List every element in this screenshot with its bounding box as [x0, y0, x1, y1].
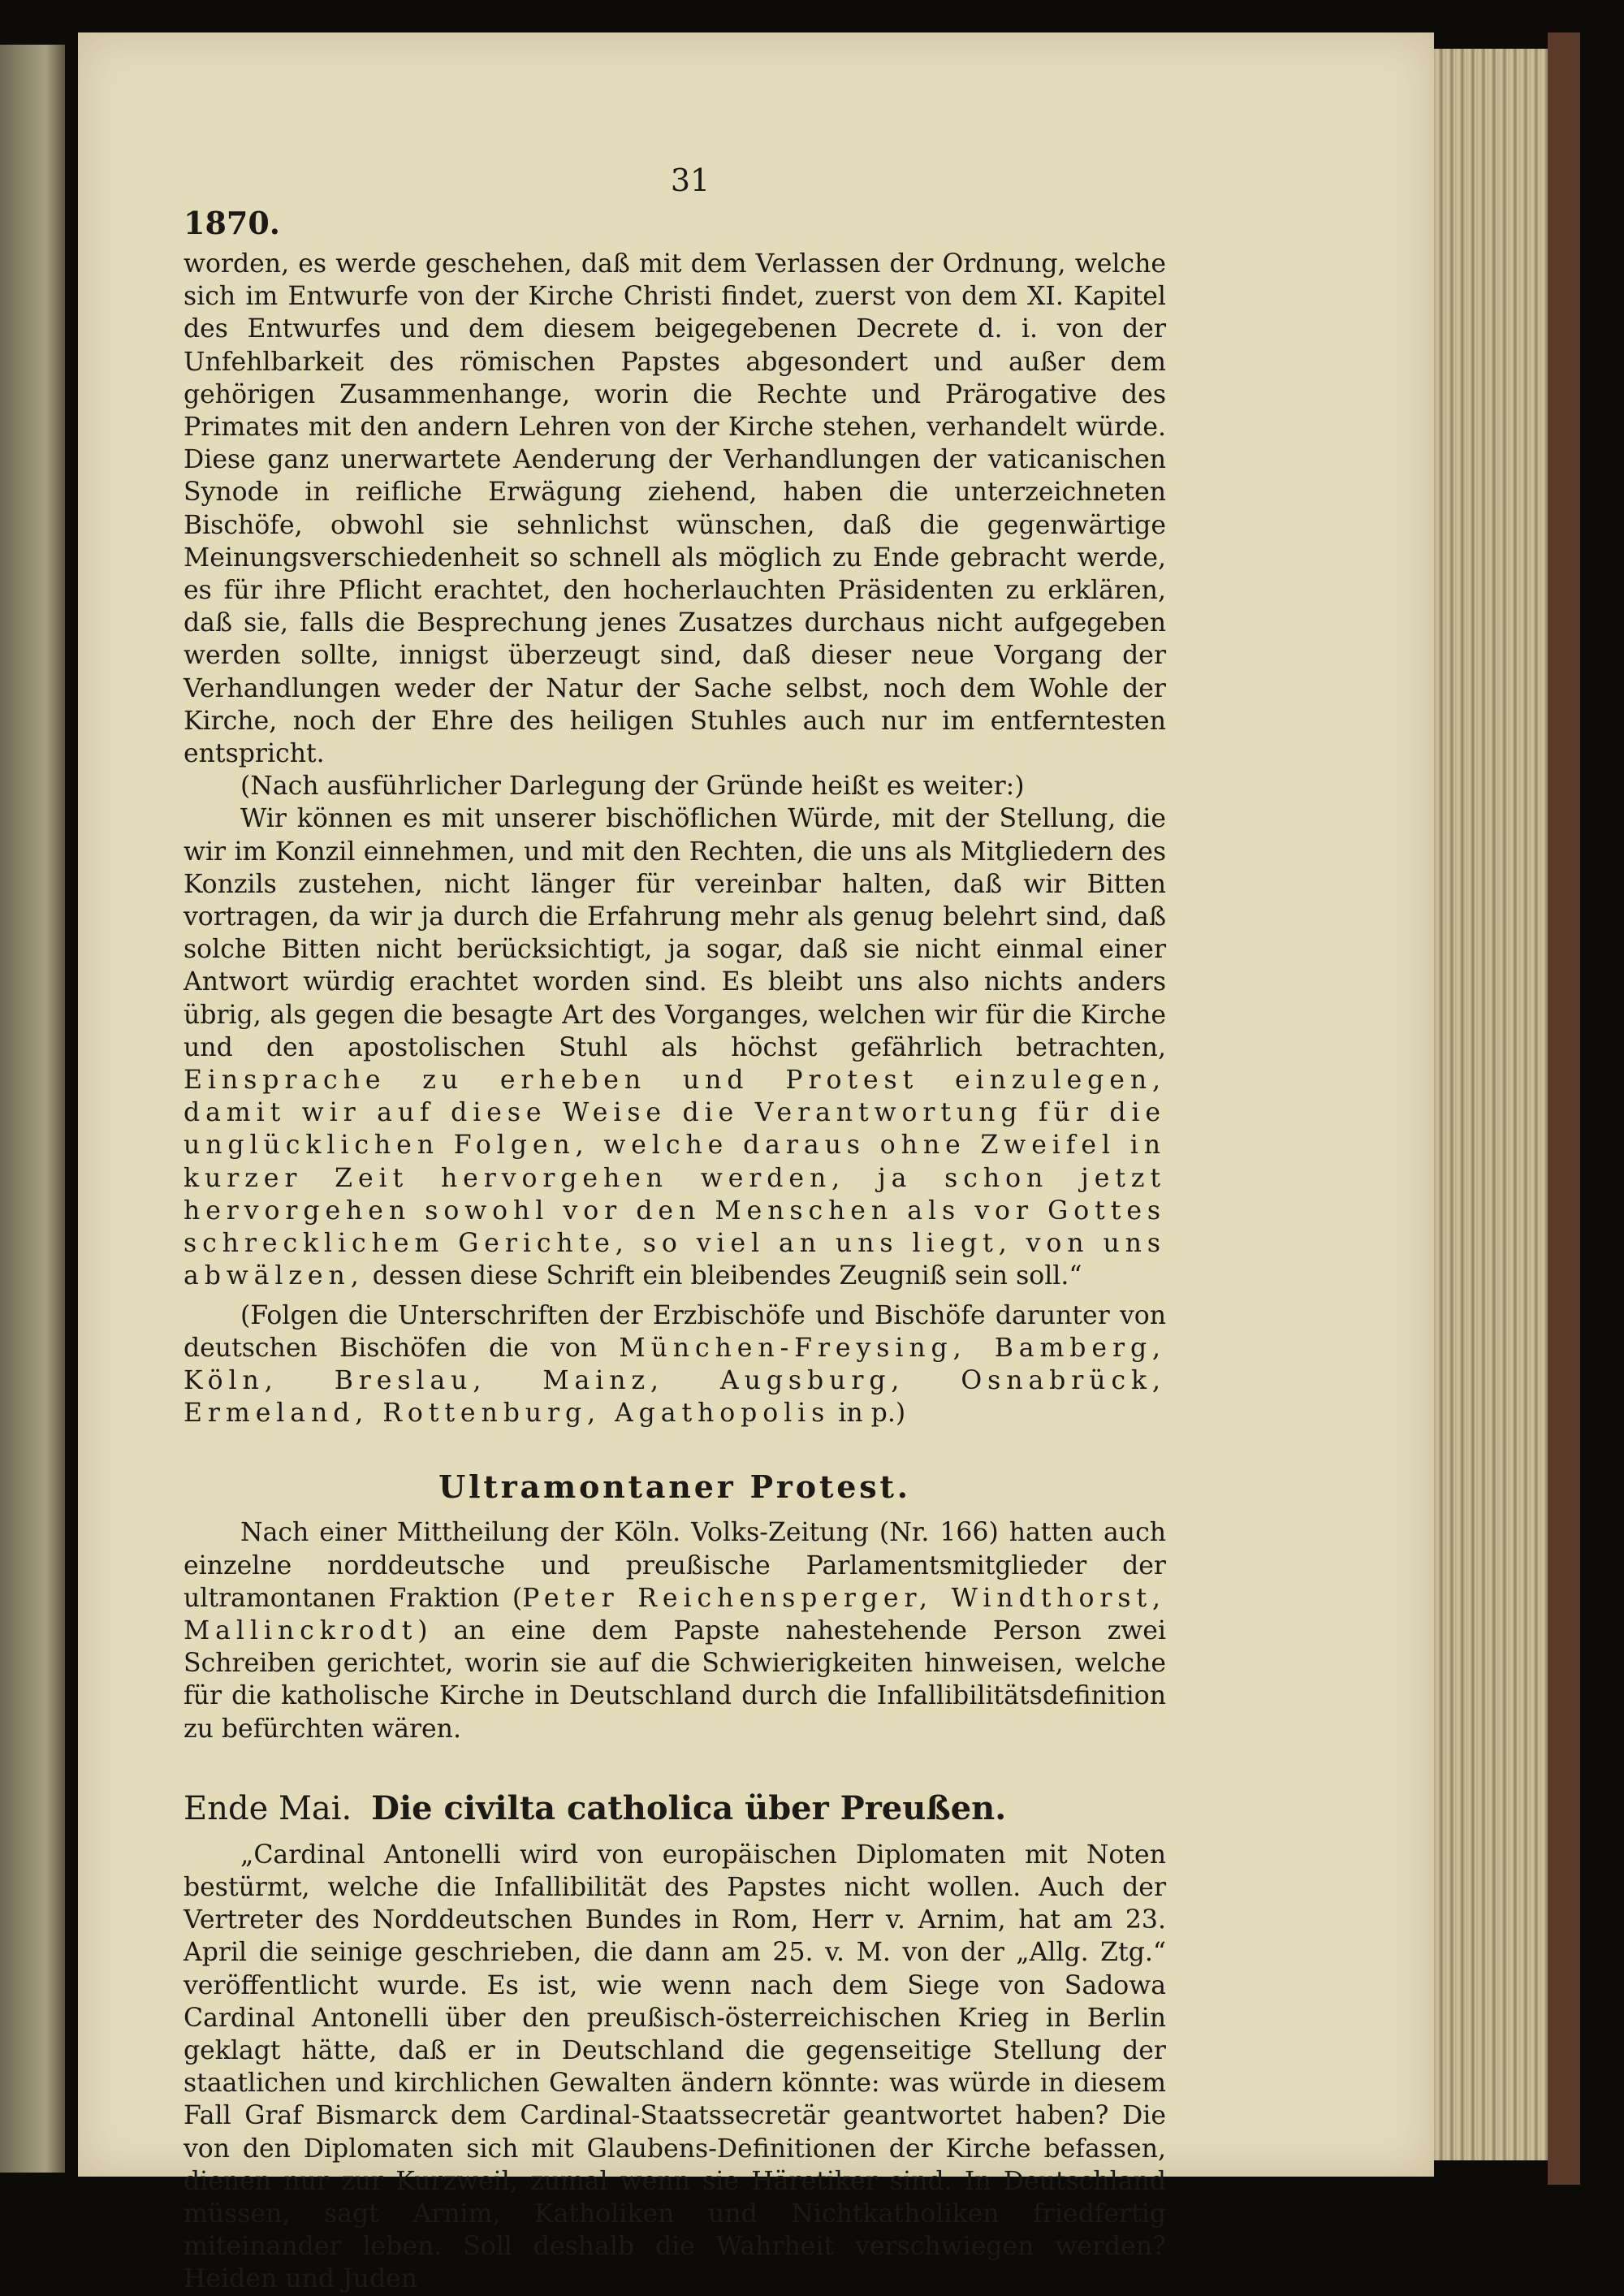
ultramontane-text-b: ) an eine dem Papste nahestehende Person zwei Schreiben gerichtet, worin sie auf die Schwierigkeiten hinweisen, welche für die katholische Kirche in Deutschland durch die Infallibilitätsdefinition zu befürchten wären. [184, 1615, 1166, 1744]
paragraph-ultramontane [184, 1516, 1166, 1745]
left-page-edge [0, 45, 65, 2173]
paragraph-note: (Nach ausführlicher Darlegung der Gründe heißt es weiter:) [240, 772, 1025, 802]
signatures-text-b: in p.) [838, 1399, 906, 1429]
paragraph-signatures [184, 1299, 1166, 1430]
declaration-spaced-text: Einsprache zu erheben und Protest einzulegen, damit wir auf diese Weise die Verantwortung für die unglücklichen Folgen, welche daraus ohne Zweifel in kurzer Zeit hervorgehen werden, ja schon jetzt hervorgehen sowohl vor den Menschen als vor Gottes schrecklichem Gerichte, so viel an uns liegt, von uns abwälzen, [184, 1066, 1166, 1291]
ultramontane-names: Peter Reichensperger, Windthorst, Mallinckrodt [184, 1583, 1167, 1645]
section-heading-civilta [184, 1789, 1166, 1827]
section-title-civilta: Die civilta catholica über Preußen. [371, 1788, 1007, 1827]
page-edges [1434, 49, 1548, 2160]
declaration-text-b: dessen diese Schrift ein bleibendes Zeugniß sein soll.“ [372, 1261, 1082, 1291]
declaration-text-a: Wir können es mit unserer bischöflichen Würde, mit der Stellung, die wir im Konzil einnehmen, und mit den Rechten, die uns als Mitgliedern des Konzils zustehen, nicht länger für vereinbar halten, daß wir Bitten vortragen, da wir ja durch die Erfahrung mehr als genug belehrt sind, daß solche Bitten nicht berücksichtigt, ja sogar, daß sie nicht einmal einer Antwort würdig erachtet worden sind. Es bleibt uns also nichts anders übrig, als gegen die besagte Art des Vorganges, welchen wir für die Kirche und den apostolischen Stuhl als höchst gefährlich betrachten, [184, 804, 1166, 1062]
page-content [184, 162, 1166, 2296]
section-title-ultramontaner-protest: Ultramontaner Protest. [438, 1468, 911, 1506]
paragraph-protest-declaration [184, 802, 1166, 1292]
paragraph-antonelli: „Cardinal Antonelli wird von europäischen Diplomaten mit Noten bestürmt, welche die Infallibilität des Papstes nicht wollen. Auch der Vertreter des Norddeutschen Bundes in Rom, Herr v. Arnim, hat am 23. April die seinige geschrieben, die dann am 25. v. M. von der „Allg. Ztg.“ veröffentlicht wurde. Es ist, wie wenn nach dem Siege von Sadowa Cardinal Antonelli über den preußisch-österreichischen Krieg in Berlin geklagt hätte, daß er in Deutschland die gegenseitige Stellung der staatlichen und kirchlichen Gewalten ändern könnte: was würde in diesem Fall Graf Bismarck dem Cardinal-Staatssecretär geantwortet haben? Die von den Diplomaten sich mit Glaubens-Definitionen der Kirche befassen, dienen nur zur Kurzweil, zumal wenn sie Häretiker sind. In Deutschland müssen, sagt Arnim, Katholiken und Nichtkatholiken friedfertig miteinander leben. Soll deshalb die Wahrheit verschwiegen werden? Heiden und Juden [184, 1840, 1166, 2294]
ultramontane-text-a: Nach einer Mittheilung der Köln. Volks-Zeitung (Nr. 166) hatten auch einzelne norddeutsche und preußische Parlamentsmitglieder der ultramontanen Fraktion ( [184, 1518, 1166, 1613]
year-heading: 1870. [184, 205, 280, 241]
page-number: 31 [670, 162, 710, 198]
book-cover-edge [1548, 32, 1580, 2185]
paragraph-protest-continuation: worden, es werde geschehen, daß mit dem Verlassen der Ordnung, welche sich im Entwurfe von der Kirche Christi findet, zuerst von dem XI. Kapitel des Entwurfes und dem diesem beigegebenen Decrete d. i. von der Unfehlbarkeit des römischen Papstes abgesondert und außer dem gehörigen Zusammenhange, worin die Rechte und Prärogative des Primates mit den andern Lehren von der Kirche stehen, verhandelt würde. Diese ganz unerwartete Aenderung der Verhandlungen der vaticanischen Synode in reifliche Erwägung ziehend, haben die unterzeichneten Bischöfe, obwohl sie sehnlichst wünschen, daß die gegenwärtige Meinungsverschiedenheit so schnell als möglich zu Ende gebracht werde, es für ihre Pflicht erachtet, den hocherlauchten Präsidenten zu erklären, daß sie, falls die Besprechung jenes Zusatzes durchaus nicht aufgegeben werden sollte, innigst überzeugt sind, daß dieser neue Vorgang der Verhandlungen weder der Natur der Sache selbst, noch dem Wohle der Kirche, noch der Ehre des heiligen Stuhles auch nur im entferntesten entspricht. [184, 249, 1166, 769]
signatures-dioceses: München-Freysing, Bamberg, Köln, Breslau, Mainz, Augsburg, Osnabrück, Ermeland, Rottenburg, Agathopolis [184, 1333, 1166, 1429]
signatures-text-a: (Folgen die Unterschriften der Erzbischöfe und Bischöfe darunter von deutschen Bischöfen die von [184, 1300, 1166, 1363]
section-date: Ende Mai. [184, 1789, 352, 1827]
